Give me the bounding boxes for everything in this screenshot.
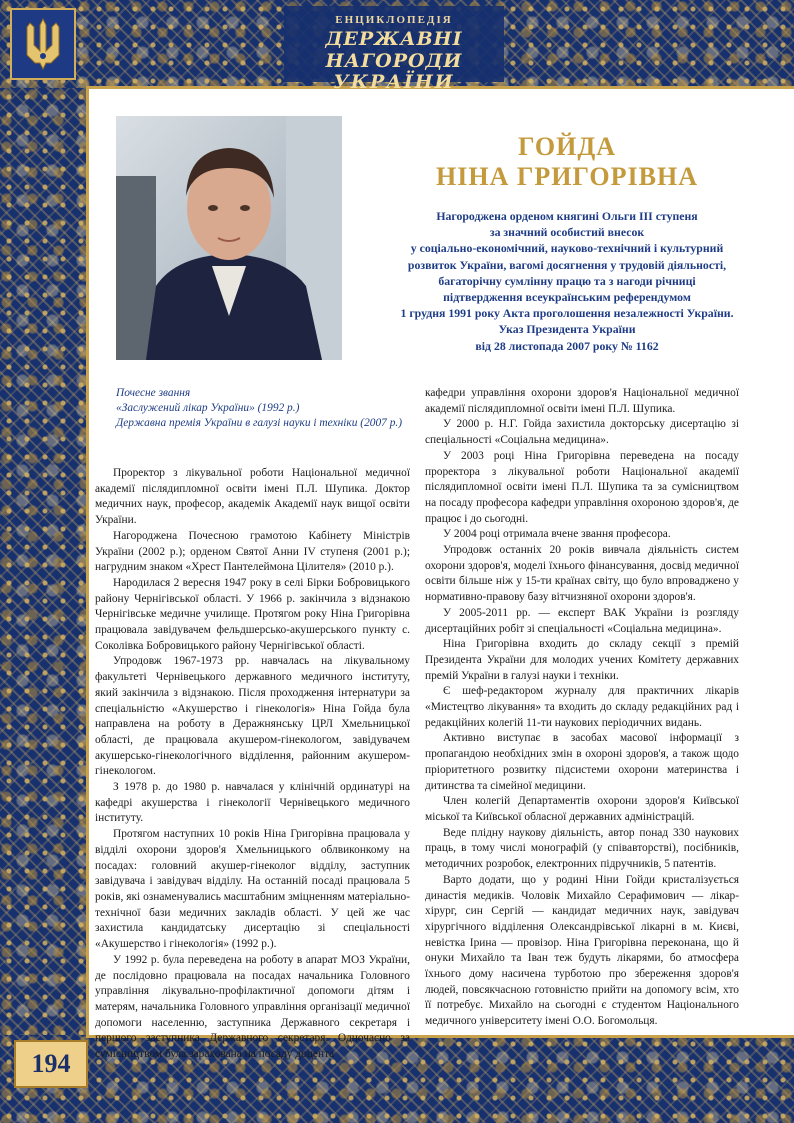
ornamental-left-border xyxy=(0,88,88,1035)
biography-paragraph: У 1992 р. була переведена на роботу в апарат МОЗ України, де послідовно працювала на посадах начальника Головного управління лікувально-профілактичної допомоги дітям і матерям, начальника Головного управління організації медичної допомоги населенню, заступника Державного секретаря і першого заступника Державного секретаря. Одночасно за сумісництвом була зарахована на посаду доцента xyxy=(95,953,410,1061)
biography-paragraph: Народилася 2 вересня 1947 року в селі Бірки Бобровицького району Чернігівської області. У 1966 р. закінчила з відзнакою Чернігівське медичне училище. Протягом року Ніна Григорівна працювала завідувачем фельдшерсько-акушерського пункту с. Соколівка Бобровицького району Чернігівської області. xyxy=(95,576,410,652)
biography-paragraph: З 1978 р. до 1980 р. навчалася у клінічній ординатурі на кафедрі акушерства і гінекології Чернівецького медичного інституту. xyxy=(95,781,410,825)
biography-paragraph: Нагороджена Почесною грамотою Кабінету Міністрів України (2002 р.); орденом Святої Анни IV ступеня (2001 р.); нагрудним знаком «Хрест Пантелеймона Цілителя» (2010 р.). xyxy=(95,529,410,574)
award-line: Нагороджена орденом княгині Ольги ІІІ ступеня xyxy=(436,209,698,223)
award-line: у соціально-економічний, науково-технічний і культурний xyxy=(410,241,724,256)
encyclopedia-banner xyxy=(284,6,504,93)
biography-paragraph: Член колегій Департаментів охорони здоров'я Київської міської та Київської обласної державних адміністрацій. xyxy=(425,795,739,823)
biography-paragraph: Варто додати, що у родині Ніни Гойди кристалізується династія медиків. Чоловік Михайло Серафимович — лікар-хірург, син Сергій — кандидат медичних наук, завідувач хірургічного відділення Олександрівської лікарні в м. Києві, невістка Ірина — провізор. Ніна Григорівна переконана, що й онуки Михайло та Іван теж будуть лікарями, бо атмосфера їхнього дому насичена турботою про збереження здоров'я людей, повсякчасною готовністю прийти на допомогу всім, хто її потребує. Михайло на сьогодні є студентом Національного медичного університету імені О.О. Богомольця. xyxy=(425,873,739,1028)
award-line: розвиток України, вагомі досягнення у трудовій діяльності, xyxy=(407,257,727,272)
award-line: за значний особистий внесок xyxy=(489,225,645,240)
biography-right-column xyxy=(425,386,739,1030)
banner-title-line-1: ДЕРЖАВНІ НАГОРОДИ xyxy=(325,28,463,72)
portrait-photo xyxy=(116,116,342,360)
honorary-titles xyxy=(96,386,410,431)
biography-paragraph: Є шеф-редактором журналу для практичних лікарів «Мистецтво лікування» та входить до складу редакційних рад і редакційних колегій 11-ти наукових періодичних видань. xyxy=(425,685,739,729)
page-number-badge xyxy=(14,1040,88,1088)
state-prize: Державна премія України в галузі науки і техніки (2007 р.) xyxy=(116,417,403,429)
award-line: підтвердження всеукраїнським референдумом xyxy=(443,290,691,305)
biography-paragraph: Упродовж 1967-1973 рр. навчалась на лікувальному факультеті Чернівецького державного медичного інституту, який закінчила з відзнакою. Після проходження інтернатури за спеціальністю «Акушерство і гінекологія» Ніна Гойда була направлена на роботу в Деражнянську ЦРЛ Хмельницької області, де працювала акушером-гінекологом, завідувачем акушерсько-гінекологічного відділення, районним акушером-гінекологом. xyxy=(95,655,410,778)
page-number: 194 xyxy=(31,1049,71,1078)
award-line: Указ Президента України xyxy=(498,322,636,337)
trident-icon xyxy=(21,15,65,73)
person-given-names: НІНА ГРИГОРІВНА xyxy=(436,162,698,191)
biography-paragraph: кафедри управління охорони здоров'я Національної медичної академії післядипломної освіти імені П.Л. Шупика. xyxy=(425,387,739,415)
person-surname: ГОЙДА xyxy=(517,132,616,161)
coat-of-arms xyxy=(10,8,76,80)
award-description xyxy=(362,208,772,354)
biography-paragraph: Упродовж останніх 20 років вивчала діяльність систем охорони здоров'я, моделі їхнього фінансування, досвід медичної освіти більше ніж у 15-ти країнах світу, що було впроваджено у нормативно-правову базу вітчизняної охорони здоров'я. xyxy=(425,544,739,604)
biography-paragraph: Ніна Григорівна входить до складу секції з премій Президента України для молодих учених Комітету державних премій України в галузі науки і техніки. xyxy=(425,638,739,682)
award-line: багаторічну сумлінну працю та з нагоди річниці xyxy=(438,273,696,288)
award-line: 1 грудня 1991 року Акта проголошення незалежності України. xyxy=(400,306,734,321)
biography-paragraph: Проректор з лікувальної роботи Національної медичної академії післядипломної освіти імені П.Л. Шупика. Доктор медичних наук, професор, академік Академії наук вищої освіти України. xyxy=(95,467,410,527)
biography-left-column xyxy=(95,466,410,1063)
biography-paragraph: У 2003 році Ніна Григорівна переведена на посаду проректора з лікувальної роботи Національної академії післядипломної освіти імені П.Л. Шупика та за сумісництвом на посаду професора кафедри управління охороною здоров'я, де працює і до сьогодні. xyxy=(425,449,739,525)
biography-paragraph: Активно виступає в засобах масової інформації з пропагандою необхідних змін в охороні здоров'я, а також щодо пріоритетного розвитку підсистеми охорони материнства і дитинства та сімейної медицини. xyxy=(425,732,739,792)
series-label: ЕНЦИКЛОПЕДІЯ xyxy=(335,14,453,26)
biography-paragraph: У 2005-2011 рр. — експерт ВАК України із розгляду дисертаційних робіт зі спеціальності «Соціальна медицина». xyxy=(425,606,739,635)
biography-paragraph: Веде плідну наукову діяльність, автор понад 330 наукових праць, в тому числі монографій (у співавторстві), посібників, методичних розробок, електронних підручників, 5 патентів. xyxy=(425,826,739,871)
titles-heading: Почесне звання xyxy=(116,387,191,399)
biography-paragraph: У 2000 р. Н.Г. Гойда захистила докторську дисертацію зі спеціальності «Соціальна медицина». xyxy=(425,418,739,447)
biography-paragraph: У 2004 році отримала вчене звання професора. xyxy=(443,528,671,541)
honorary-title: «Заслужений лікар України» (1992 р.) xyxy=(116,402,300,414)
award-line: від 28 листопада 2007 року № 1162 xyxy=(475,338,659,353)
person-name xyxy=(362,132,772,192)
banner-title-line-2: УКРАЇНИ xyxy=(333,71,455,93)
biography-paragraph: Протягом наступних 10 років Ніна Григорівна працювала у відділі охорони здоров'я Хмельницького облвиконкому на посадах: головний акушер-гінеколог відділу, заступник завідувача і завідувач відділу. На останній посаді працювала 5 років, які ознаменувались масштабним зміцненням матеріально-технічної бази медичних закладів області. У цей же час захистила кандидатську дисертацію зі спеціальності «Акушерство і гінекологія» (1992 р.). xyxy=(95,828,410,951)
